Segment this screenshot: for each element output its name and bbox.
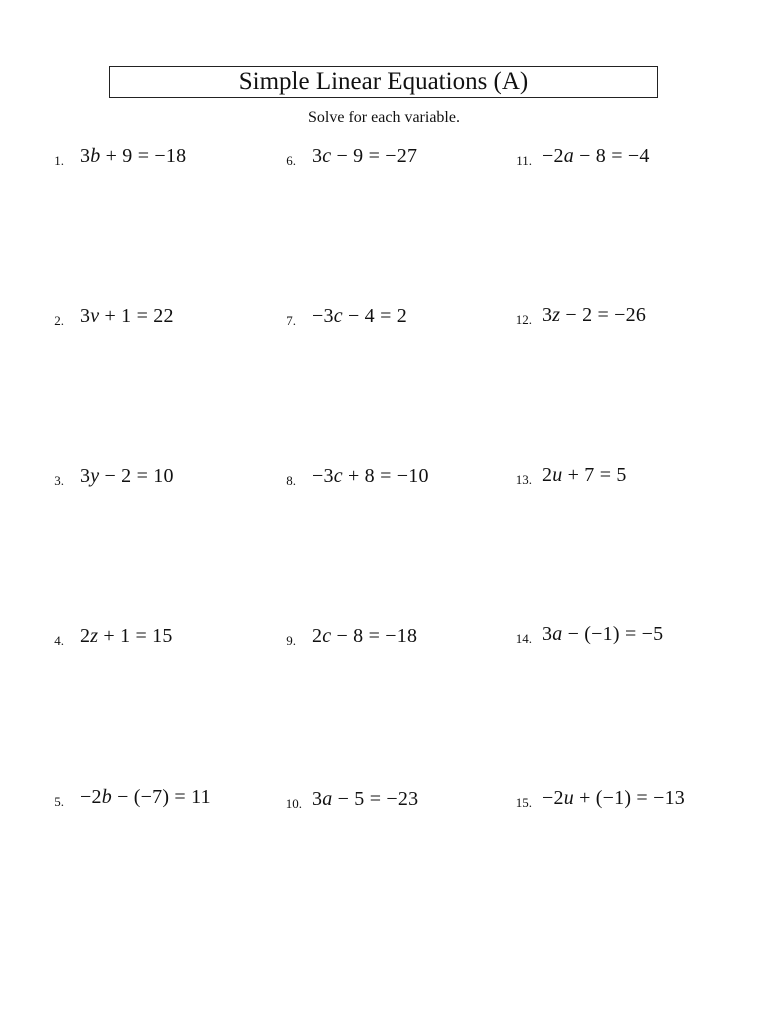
worksheet-title: Simple Linear Equations (A) — [109, 66, 658, 98]
problem-number: 12. — [515, 312, 532, 327]
problem-10 — [282, 785, 512, 815]
problem-14 — [512, 620, 742, 650]
problem-number: 10. — [285, 796, 302, 811]
problem-number: 7. — [286, 313, 296, 328]
problem-12 — [512, 301, 742, 331]
problem-equation: 3a − (−1) = −5 — [542, 623, 664, 645]
problem-11 — [512, 142, 742, 172]
problem-equation: 3b + 9 = −18 — [80, 145, 187, 167]
problem-number: 13. — [515, 472, 532, 487]
problem-number: 8. — [286, 473, 296, 488]
problem-equation: −2u + (−1) = −13 — [542, 787, 685, 809]
problem-equation: 3a − 5 = −23 — [312, 788, 419, 810]
problem-equation: 2z + 1 = 15 — [80, 625, 173, 647]
instructions: Solve for each variable. — [308, 109, 460, 126]
problem-8 — [282, 462, 512, 492]
problem-5 — [50, 783, 280, 813]
problem-equation: 3c − 9 = −27 — [312, 145, 418, 167]
problem-7 — [282, 302, 512, 332]
problem-13 — [512, 461, 742, 491]
problem-equation: 2c − 8 = −18 — [312, 625, 418, 647]
problem-equation: 3z − 2 = −26 — [542, 304, 647, 326]
problem-equation: 2u + 7 = 5 — [542, 464, 627, 486]
problem-number: 1. — [54, 153, 64, 168]
problem-number: 2. — [54, 313, 64, 328]
problem-equation: −3c + 8 = −10 — [312, 465, 429, 487]
problem-equation: 3y − 2 = 10 — [80, 465, 174, 487]
problem-equation: −2a − 8 = −4 — [542, 145, 650, 167]
problem-equation: 3v + 1 = 22 — [80, 305, 174, 327]
problem-number: 5. — [54, 794, 64, 809]
problem-15 — [512, 784, 742, 814]
problem-equation: −2b − (−7) = 11 — [80, 786, 211, 808]
problem-6 — [282, 142, 512, 172]
problem-number: 11. — [516, 153, 532, 168]
problem-number: 6. — [286, 153, 296, 168]
problem-number: 15. — [515, 795, 532, 810]
problem-number: 3. — [54, 473, 64, 488]
problem-number: 9. — [286, 633, 296, 648]
problem-number: 14. — [515, 631, 532, 646]
problem-equation: −3c − 4 = 2 — [312, 305, 407, 327]
problem-number: 4. — [54, 633, 64, 648]
problem-9 — [282, 622, 512, 652]
